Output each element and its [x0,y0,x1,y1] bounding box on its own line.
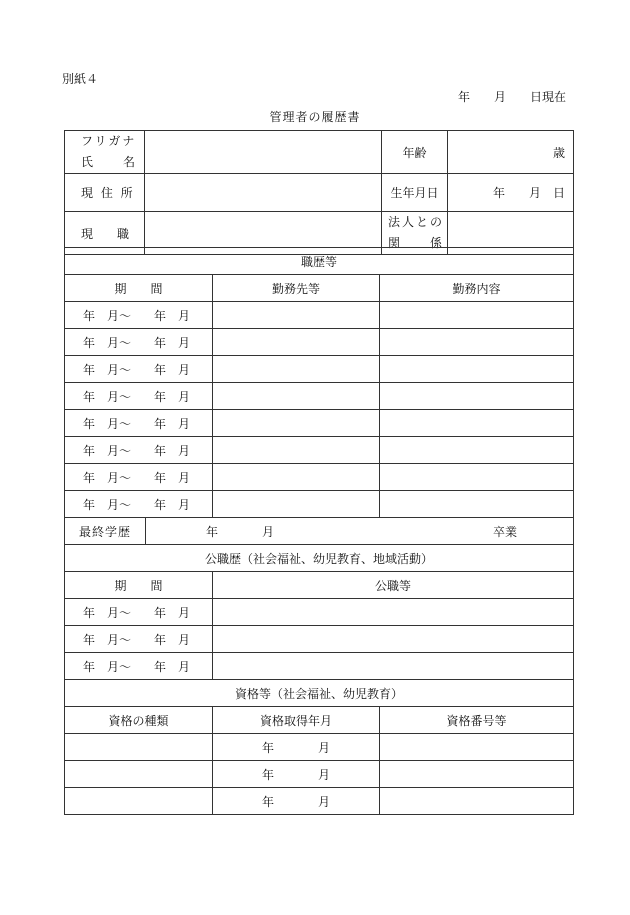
public-service-section [65,545,574,680]
qual-date-field[interactable] [213,788,380,815]
career-employer-field[interactable] [213,329,380,356]
period-to: 年 月 [153,497,190,512]
qual-type-field[interactable] [65,734,213,761]
career-duties-field[interactable] [380,437,574,464]
career-header-period: 期 間 [65,275,213,302]
period-from: 年 月～ [83,335,132,350]
career-header-duties: 勤務内容 [380,275,574,302]
qual-number-field[interactable] [380,761,574,788]
period-to: 年 月 [153,470,190,485]
birthdate-field[interactable] [448,174,574,212]
table-row [65,437,574,464]
career-duties-field[interactable] [380,302,574,329]
table-row [65,761,574,788]
public-office-field[interactable] [213,653,574,680]
period-to: 年 月 [153,605,190,620]
period-from: 年 月～ [83,605,132,620]
career-duties-field[interactable] [380,356,574,383]
education-section [65,518,574,545]
qualifications-section [65,680,574,815]
career-period[interactable] [65,464,213,491]
career-duties-field[interactable] [380,329,574,356]
table-row [65,734,574,761]
table-row [65,356,574,383]
public-period[interactable] [65,626,213,653]
qual-header-type: 資格の種類 [65,707,213,734]
education-graduated: 卒業 [493,524,518,539]
public-header-period: 期 間 [65,572,213,599]
table-row [65,626,574,653]
career-section-title: 職歴等 [65,248,574,275]
period-from: 年 月～ [83,497,132,512]
education-year: 年 [206,524,219,539]
address-label: 現 住 所 [65,174,145,212]
address-field[interactable] [145,174,382,212]
period-from: 年 月～ [83,443,132,458]
career-header-employer: 勤務先等 [213,275,380,302]
public-service-section-title: 公職歴（社会福祉、幼児教育、地域活動） [65,545,574,572]
table-row [65,383,574,410]
career-duties-field[interactable] [380,383,574,410]
period-to: 年 月 [153,308,190,323]
career-period[interactable] [65,329,213,356]
career-period[interactable] [65,383,213,410]
career-duties-field[interactable] [380,410,574,437]
name-field[interactable] [145,131,382,174]
public-header-office: 公職等 [213,572,574,599]
period-to: 年 月 [153,659,190,674]
career-period[interactable] [65,437,213,464]
career-employer-field[interactable] [213,491,380,518]
public-period[interactable] [65,653,213,680]
qual-year: 年 [261,794,274,809]
career-period[interactable] [65,491,213,518]
table-row [65,599,574,626]
period-from: 年 月～ [83,416,132,431]
qual-month: 月 [318,794,331,809]
table-row [65,464,574,491]
personal-info-table [64,130,574,255]
career-section [65,248,574,518]
public-office-field[interactable] [213,599,574,626]
career-employer-field[interactable] [213,356,380,383]
qual-header-date: 資格取得年月 [213,707,380,734]
qual-month: 月 [318,740,331,755]
qual-number-field[interactable] [380,734,574,761]
period-to: 年 月 [153,389,190,404]
birthdate-value: 年 月 日 [492,186,565,200]
career-period[interactable] [65,410,213,437]
career-employer-field[interactable] [213,437,380,464]
period-to: 年 月 [153,335,190,350]
age-label: 年齢 [382,131,448,174]
career-employer-field[interactable] [213,383,380,410]
qual-year: 年 [261,740,274,755]
period-to: 年 月 [153,362,190,377]
period-to: 年 月 [153,443,190,458]
relation-label-2: 関 係 [388,236,445,250]
career-employer-field[interactable] [213,410,380,437]
education-row [65,518,574,545]
period-from: 年 月～ [83,659,132,674]
career-employer-field[interactable] [213,464,380,491]
education-month: 月 [262,524,275,539]
birthdate-label: 生年月日 [382,174,448,212]
name-label-cell [65,131,145,174]
public-office-field[interactable] [213,626,574,653]
furigana-label: フリガナ [81,134,137,148]
career-employer-field[interactable] [213,302,380,329]
period-from: 年 月～ [83,308,132,323]
public-period[interactable] [65,599,213,626]
education-label: 最終学歴 [65,518,146,544]
career-period[interactable] [65,356,213,383]
history-table [64,247,574,815]
age-unit: 歳 [552,145,565,160]
period-from: 年 月～ [83,362,132,377]
table-row [65,788,574,815]
name-label: 氏 名 [81,155,138,169]
qualifications-section-title: 資格等（社会福祉、幼児教育） [65,680,574,707]
table-row [65,302,574,329]
qual-month: 月 [318,767,331,782]
qual-type-field[interactable] [65,788,213,815]
position-label: 現 職 [65,212,145,255]
document-title: 管理者の履歴書 [269,110,361,124]
period-from: 年 月～ [83,389,132,404]
qual-type-field[interactable] [65,761,213,788]
table-row [65,410,574,437]
education-field[interactable] [146,523,573,540]
period-from: 年 月～ [83,632,132,647]
period-from: 年 月～ [83,470,132,485]
relation-label-1: 法人との [388,215,445,229]
table-row [65,653,574,680]
qual-date-field[interactable] [213,761,380,788]
career-period[interactable] [65,302,213,329]
career-duties-field[interactable] [380,464,574,491]
qual-number-field[interactable] [380,788,574,815]
age-field[interactable] [448,131,574,174]
table-row [65,491,574,518]
qual-year: 年 [261,767,274,782]
table-row [65,329,574,356]
period-to: 年 月 [153,416,190,431]
as-of-date: 年 月 日現在 [458,90,567,104]
qual-header-number: 資格番号等 [380,707,574,734]
attachment-label: 別紙４ [62,72,99,86]
qual-date-field[interactable] [213,734,380,761]
period-to: 年 月 [153,632,190,647]
career-duties-field[interactable] [380,491,574,518]
